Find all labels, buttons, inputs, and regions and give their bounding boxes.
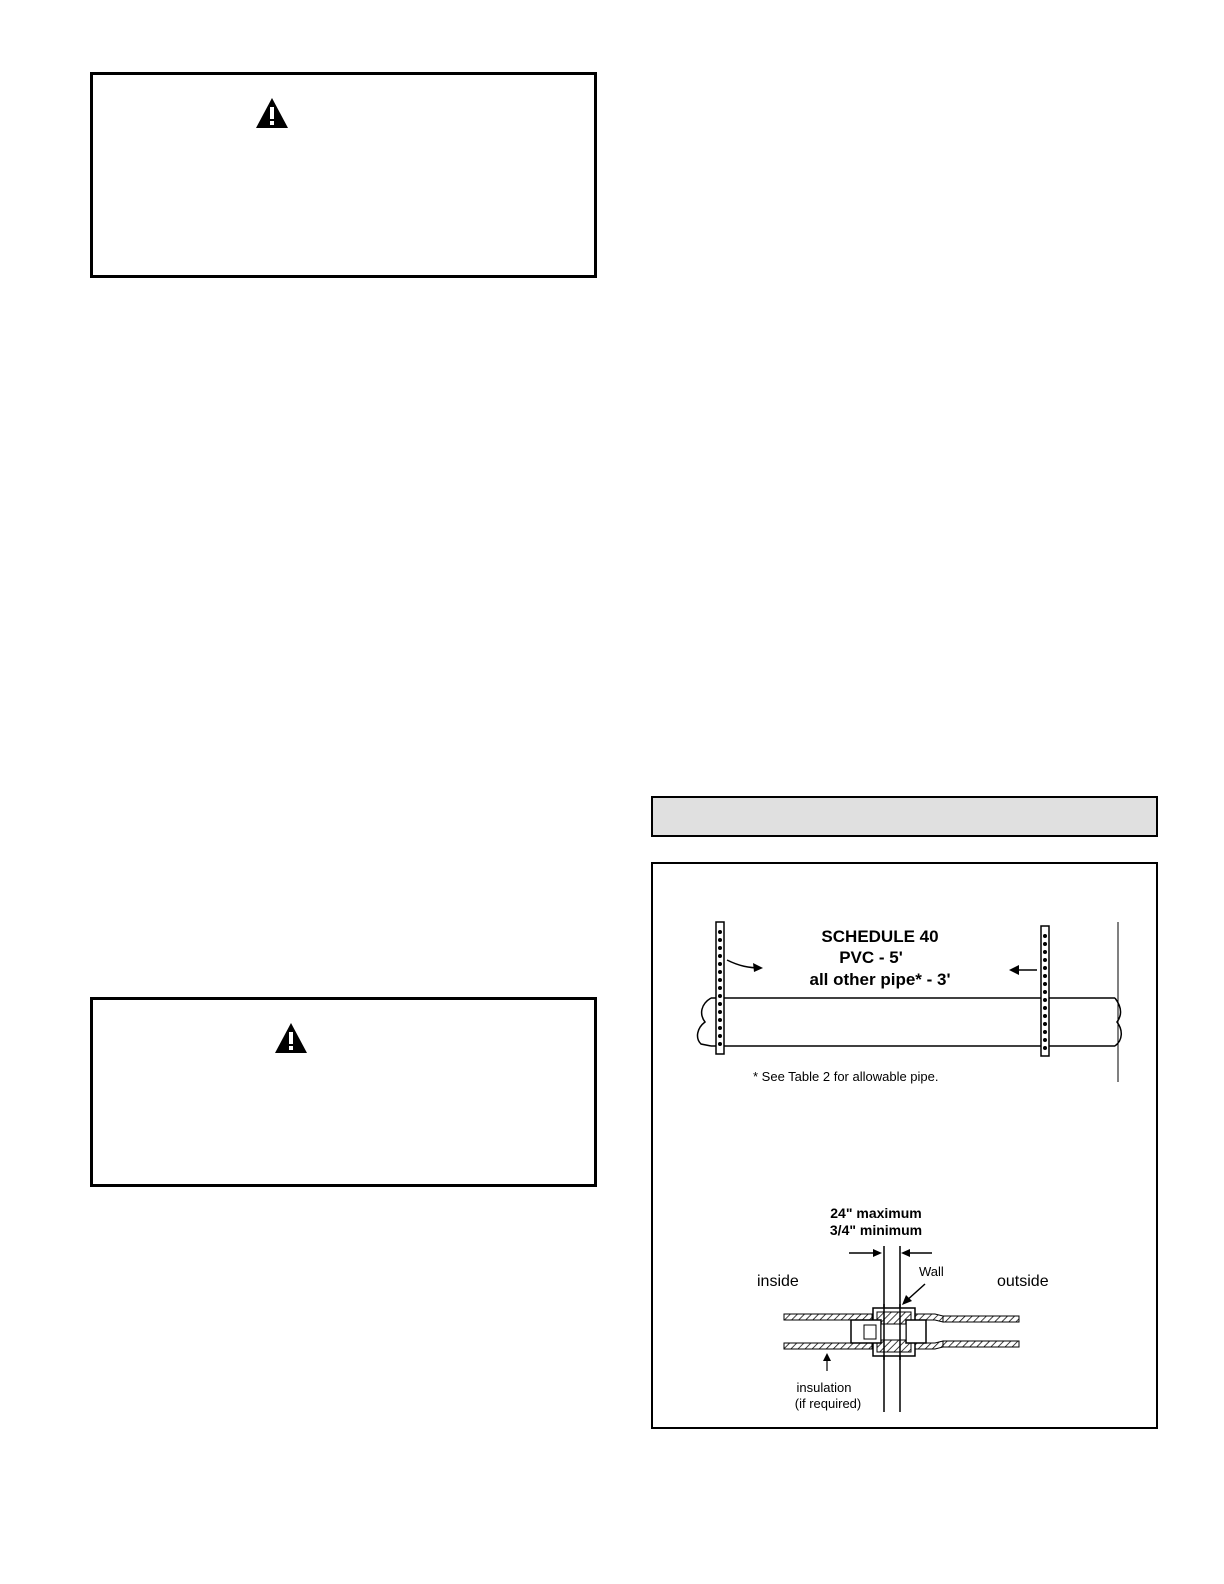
dimension-arrow-right [901, 1249, 932, 1257]
pipe-wall-top-right [943, 1316, 1019, 1322]
insulation-label-line-1: insulation [796, 1380, 852, 1395]
pipe-support-diagram [653, 864, 1160, 1431]
footnote-text: * See Table 2 for allowable pipe. [753, 1069, 939, 1084]
right-spacing-arrow [1009, 965, 1037, 975]
title-line-3: all other pipe* - 3' [809, 970, 951, 989]
warning-triangle-icon [274, 1022, 308, 1054]
insulation-top-left [784, 1314, 872, 1320]
title-line-1: SCHEDULE 40 [821, 927, 939, 946]
insulation-label-line-2: (if required) [794, 1396, 862, 1411]
pipe-hanger-diagram [698, 922, 1122, 1084]
wall-penetration-diagram [757, 1205, 1049, 1412]
inside-label: inside [757, 1273, 799, 1290]
left-spacing-arrow [727, 960, 763, 972]
coupling-right [906, 1320, 926, 1343]
wall-pointer-arrow [902, 1284, 925, 1305]
warning-box-2 [90, 997, 597, 1187]
pipe-break-left [698, 998, 711, 1046]
title-line-2: PVC - 5' [839, 948, 903, 967]
insulation-pointer-arrow [823, 1353, 831, 1371]
right-strap-hanger [1041, 926, 1049, 1056]
pipe-body [711, 998, 1115, 1046]
wall-label: Wall [919, 1264, 944, 1279]
figure-box [651, 862, 1158, 1429]
dimension-max-label: 24" maximum [830, 1205, 922, 1221]
insulation-bottom-left [784, 1343, 872, 1349]
pipe-wall-bottom-right [943, 1341, 1019, 1347]
left-strap-hanger [716, 922, 724, 1054]
dimension-min-label: 3/4" minimum [829, 1222, 923, 1238]
dimension-arrow-left [849, 1249, 882, 1257]
warning-triangle-icon [255, 97, 289, 129]
outside-label: outside [997, 1273, 1049, 1290]
warning-box-1 [90, 72, 597, 278]
figure-header-bar [651, 796, 1158, 837]
